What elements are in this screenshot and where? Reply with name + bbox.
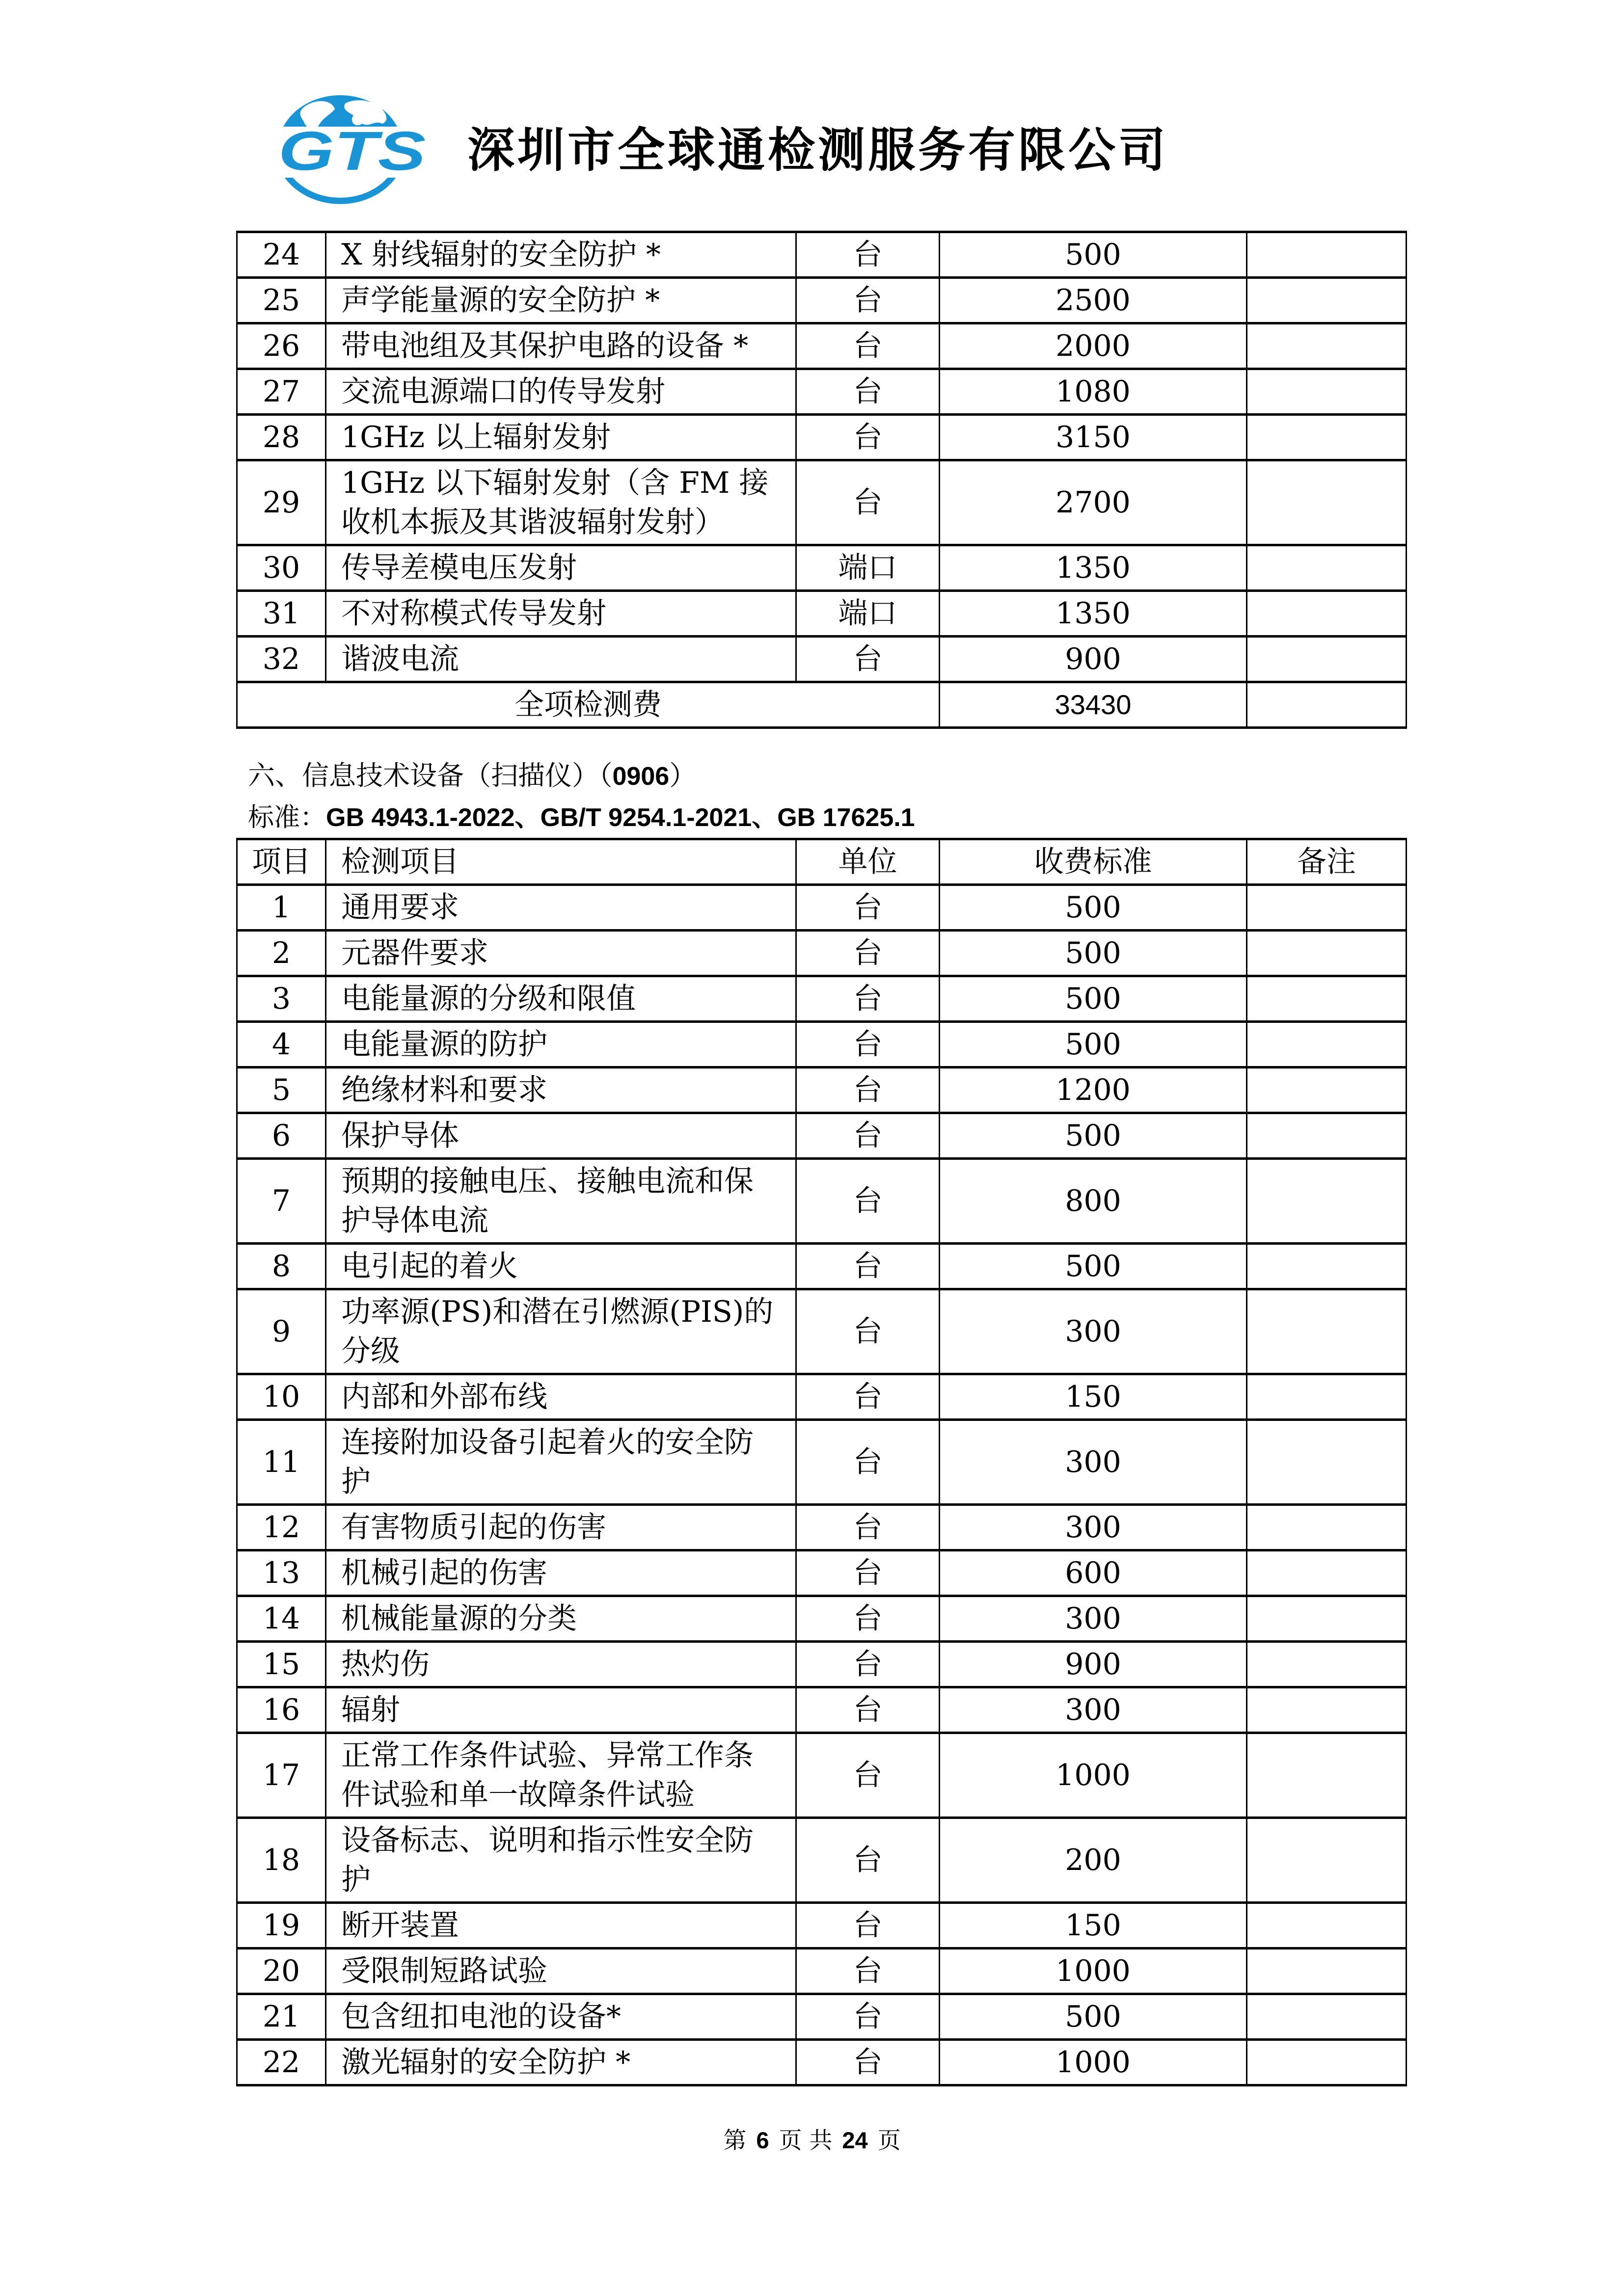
row-number-cell: 31	[237, 591, 326, 637]
header-cell-test-item: 检测项目	[326, 839, 796, 885]
fee-table-it-equipment	[236, 838, 1407, 2086]
unit-cell: 台	[796, 278, 940, 323]
fee-cell: 300	[940, 1596, 1247, 1642]
section-title-prefix: 六、信息技术设备（扫描仪）（	[248, 760, 613, 791]
note-cell	[1247, 460, 1407, 545]
table-row	[237, 1687, 1407, 1733]
fee-cell: 300	[940, 1289, 1247, 1374]
note-cell	[1247, 545, 1407, 591]
row-number-cell: 15	[237, 1642, 326, 1687]
test-item-cell: 激光辐射的安全防护 *	[326, 2040, 796, 2085]
fee-cell: 300	[940, 1420, 1247, 1505]
note-cell	[1247, 1244, 1407, 1289]
row-number-cell: 24	[237, 232, 326, 278]
unit-cell: 端口	[796, 545, 940, 591]
fee-cell: 500	[940, 1022, 1247, 1068]
fee-cell: 1000	[940, 1949, 1247, 1994]
table-row	[237, 1596, 1407, 1642]
total-row	[237, 682, 1407, 728]
fee-cell: 2500	[940, 278, 1247, 323]
test-item-cell: 辐射	[326, 1687, 796, 1733]
table-header-row	[237, 839, 1407, 885]
row-number-cell: 26	[237, 323, 326, 369]
fee-cell: 900	[940, 1642, 1247, 1687]
table-row	[237, 460, 1407, 545]
company-name: 深圳市全球通检测服务有限公司	[467, 122, 1168, 178]
row-number-cell: 29	[237, 460, 326, 545]
unit-cell: 台	[796, 1903, 940, 1949]
note-cell	[1247, 369, 1407, 415]
fee-cell: 500	[940, 1244, 1247, 1289]
header-cell-fee: 收费标准	[940, 839, 1247, 885]
fee-table-continued	[236, 231, 1407, 729]
total-note-cell	[1247, 682, 1407, 728]
row-number-cell: 28	[237, 415, 326, 460]
note-cell	[1247, 1022, 1407, 1068]
fee-cell: 500	[940, 232, 1247, 278]
row-number-cell: 22	[237, 2040, 326, 2085]
table-row	[237, 1159, 1407, 1244]
table-row	[237, 1374, 1407, 1420]
total-fee-cell: 33430	[940, 682, 1247, 728]
unit-cell: 台	[796, 460, 940, 545]
unit-cell: 台	[796, 1244, 940, 1289]
table-row	[237, 1994, 1407, 2040]
row-number-cell: 14	[237, 1596, 326, 1642]
note-cell	[1247, 1159, 1407, 1244]
test-item-cell: 绝缘材料和要求	[326, 1068, 796, 1113]
fee-cell: 1080	[940, 369, 1247, 415]
test-item-cell: 交流电源端口的传导发射	[326, 369, 796, 415]
total-label-cell: 全项检测费	[237, 682, 940, 728]
table-row	[237, 1642, 1407, 1687]
unit-cell: 台	[796, 1596, 940, 1642]
table-row	[237, 323, 1407, 369]
unit-cell: 台	[796, 1022, 940, 1068]
header-cell-unit: 单位	[796, 839, 940, 885]
note-cell	[1247, 885, 1407, 931]
row-number-cell: 2	[237, 931, 326, 976]
unit-cell: 台	[796, 232, 940, 278]
test-item-cell: 传导差模电压发射	[326, 545, 796, 591]
fee-cell: 900	[940, 637, 1247, 682]
test-item-cell: 设备标志、说明和指示性安全防护	[326, 1818, 796, 1903]
table-row	[237, 2040, 1407, 2085]
unit-cell: 台	[796, 323, 940, 369]
fee-cell: 150	[940, 1903, 1247, 1949]
unit-cell: 台	[796, 1113, 940, 1159]
test-item-cell: 连接附加设备引起着火的安全防护	[326, 1420, 796, 1505]
header-cell-item-no: 项目	[237, 839, 326, 885]
note-cell	[1247, 1420, 1407, 1505]
test-item-cell: 元器件要求	[326, 931, 796, 976]
row-number-cell: 11	[237, 1420, 326, 1505]
table-row	[237, 415, 1407, 460]
row-number-cell: 18	[237, 1818, 326, 1903]
unit-cell: 台	[796, 1505, 940, 1550]
note-cell	[1247, 1374, 1407, 1420]
note-cell	[1247, 1550, 1407, 1596]
row-number-cell: 10	[237, 1374, 326, 1420]
test-item-cell: 1GHz 以上辐射发射	[326, 415, 796, 460]
row-number-cell: 30	[237, 545, 326, 591]
unit-cell: 台	[796, 1994, 940, 2040]
note-cell	[1247, 1903, 1407, 1949]
fee-cell: 300	[940, 1687, 1247, 1733]
table-row	[237, 1949, 1407, 1994]
row-number-cell: 3	[237, 976, 326, 1022]
unit-cell: 台	[796, 1289, 940, 1374]
note-cell	[1247, 1596, 1407, 1642]
note-cell	[1247, 1289, 1407, 1374]
unit-cell: 台	[796, 1733, 940, 1818]
svg-text:GTS: GTS	[278, 120, 426, 182]
test-item-cell: 机械能量源的分类	[326, 1596, 796, 1642]
unit-cell: 台	[796, 885, 940, 931]
table-row	[237, 1113, 1407, 1159]
test-item-cell: X 射线辐射的安全防护 *	[326, 232, 796, 278]
row-number-cell: 25	[237, 278, 326, 323]
note-cell	[1247, 1994, 1407, 2040]
note-cell	[1247, 1733, 1407, 1818]
fee-cell: 1000	[940, 2040, 1247, 2085]
row-number-cell: 16	[237, 1687, 326, 1733]
row-number-cell: 21	[237, 1994, 326, 2040]
unit-cell: 台	[796, 1374, 940, 1420]
unit-cell: 台	[796, 976, 940, 1022]
test-item-cell: 断开装置	[326, 1903, 796, 1949]
table-row	[237, 1289, 1407, 1374]
note-cell	[1247, 323, 1407, 369]
row-number-cell: 19	[237, 1903, 326, 1949]
unit-cell: 台	[796, 1159, 940, 1244]
test-item-cell: 功率源(PS)和潜在引燃源(PIS)的分级	[326, 1289, 796, 1374]
row-number-cell: 1	[237, 885, 326, 931]
row-number-cell: 8	[237, 1244, 326, 1289]
test-item-cell: 谐波电流	[326, 637, 796, 682]
footer-total-pages: 24	[842, 2127, 868, 2153]
test-item-cell: 受限制短路试验	[326, 1949, 796, 1994]
row-number-cell: 7	[237, 1159, 326, 1244]
unit-cell: 台	[796, 637, 940, 682]
table-row	[237, 232, 1407, 278]
test-item-cell: 包含纽扣电池的设备*	[326, 1994, 796, 2040]
test-item-cell: 带电池组及其保护电路的设备 *	[326, 323, 796, 369]
test-item-cell: 预期的接触电压、接触电流和保护导体电流	[326, 1159, 796, 1244]
fee-cell: 800	[940, 1159, 1247, 1244]
unit-cell: 台	[796, 1068, 940, 1113]
test-item-cell: 保护导体	[326, 1113, 796, 1159]
test-item-cell: 正常工作条件试验、异常工作条件试验和单一故障条件试验	[326, 1733, 796, 1818]
section-title-suffix: ）	[669, 760, 697, 791]
test-item-cell: 机械引起的伤害	[326, 1550, 796, 1596]
note-cell	[1247, 1642, 1407, 1687]
note-cell	[1247, 232, 1407, 278]
table-row	[237, 931, 1407, 976]
unit-cell: 台	[796, 1687, 940, 1733]
note-cell	[1247, 637, 1407, 682]
table-row	[237, 369, 1407, 415]
note-cell	[1247, 278, 1407, 323]
section-title	[248, 758, 696, 794]
row-number-cell: 9	[237, 1289, 326, 1374]
table-row	[237, 1244, 1407, 1289]
table-row	[237, 1733, 1407, 1818]
table-row	[237, 545, 1407, 591]
row-number-cell: 6	[237, 1113, 326, 1159]
fee-table-continued-body	[237, 232, 1407, 682]
test-item-cell: 内部和外部布线	[326, 1374, 796, 1420]
row-number-cell: 27	[237, 369, 326, 415]
note-cell	[1247, 1687, 1407, 1733]
row-number-cell: 13	[237, 1550, 326, 1596]
note-cell	[1247, 591, 1407, 637]
fee-cell: 500	[940, 1994, 1247, 2040]
section-title-code: 0906	[612, 762, 670, 791]
note-cell	[1247, 1818, 1407, 1903]
fee-table-it-body	[237, 885, 1407, 2085]
table-row	[237, 1022, 1407, 1068]
fee-cell: 200	[940, 1818, 1247, 1903]
row-number-cell: 32	[237, 637, 326, 682]
test-item-cell: 热灼伤	[326, 1642, 796, 1687]
row-number-cell: 17	[237, 1733, 326, 1818]
fee-cell: 1000	[940, 1733, 1247, 1818]
table-row	[237, 1818, 1407, 1903]
unit-cell: 台	[796, 415, 940, 460]
fee-cell: 1350	[940, 591, 1247, 637]
row-number-cell: 12	[237, 1505, 326, 1550]
test-item-cell: 电能量源的防护	[326, 1022, 796, 1068]
test-item-cell: 声学能量源的安全防护 *	[326, 278, 796, 323]
fee-cell: 300	[940, 1505, 1247, 1550]
footer-prefix: 第	[723, 2127, 747, 2154]
table-row	[237, 591, 1407, 637]
fee-cell: 500	[940, 1113, 1247, 1159]
fee-cell: 3150	[940, 415, 1247, 460]
test-item-cell: 电能量源的分级和限值	[326, 976, 796, 1022]
row-number-cell: 5	[237, 1068, 326, 1113]
test-item-cell: 1GHz 以下辐射发射（含 FM 接收机本振及其谐波辐射发射）	[326, 460, 796, 545]
unit-cell: 台	[796, 1420, 940, 1505]
table-row	[237, 1420, 1407, 1505]
fee-cell: 2700	[940, 460, 1247, 545]
gts-globe-logo-icon	[274, 93, 430, 205]
unit-cell: 台	[796, 1949, 940, 1994]
note-cell	[1247, 1949, 1407, 1994]
table-row	[237, 1068, 1407, 1113]
test-item-cell: 电引起的着火	[326, 1244, 796, 1289]
unit-cell: 台	[796, 2040, 940, 2085]
fee-cell: 500	[940, 976, 1247, 1022]
row-number-cell: 4	[237, 1022, 326, 1068]
page-footer	[0, 2125, 1624, 2156]
note-cell	[1247, 931, 1407, 976]
unit-cell: 台	[796, 369, 940, 415]
test-item-cell: 有害物质引起的伤害	[326, 1505, 796, 1550]
fee-cell: 500	[940, 931, 1247, 976]
footer-middle: 页 共	[779, 2127, 833, 2154]
test-item-cell: 不对称模式传导发射	[326, 591, 796, 637]
note-cell	[1247, 1068, 1407, 1113]
table-row	[237, 976, 1407, 1022]
row-number-cell: 20	[237, 1949, 326, 1994]
test-item-cell: 通用要求	[326, 885, 796, 931]
table-row	[237, 278, 1407, 323]
note-cell	[1247, 1113, 1407, 1159]
standards-value: GB 4943.1-2022、GB/T 9254.1-2021、GB 17625.1	[326, 803, 915, 832]
footer-page-number: 6	[756, 2127, 769, 2153]
standards-label: 标准：	[248, 802, 326, 832]
fee-cell: 1200	[940, 1068, 1247, 1113]
header-cell-note: 备注	[1247, 839, 1407, 885]
unit-cell: 台	[796, 1550, 940, 1596]
fee-cell: 150	[940, 1374, 1247, 1420]
table-row	[237, 1550, 1407, 1596]
table-row	[237, 1903, 1407, 1949]
note-cell	[1247, 2040, 1407, 2085]
standards-line	[248, 801, 915, 835]
unit-cell: 端口	[796, 591, 940, 637]
table-row	[237, 637, 1407, 682]
note-cell	[1247, 415, 1407, 460]
fee-cell: 500	[940, 885, 1247, 931]
unit-cell: 台	[796, 1818, 940, 1903]
note-cell	[1247, 1505, 1407, 1550]
unit-cell: 台	[796, 1642, 940, 1687]
fee-cell: 2000	[940, 323, 1247, 369]
footer-suffix: 页	[877, 2127, 901, 2154]
table-row	[237, 885, 1407, 931]
unit-cell: 台	[796, 931, 940, 976]
note-cell	[1247, 976, 1407, 1022]
table-row	[237, 1505, 1407, 1550]
fee-cell: 1350	[940, 545, 1247, 591]
fee-cell: 600	[940, 1550, 1247, 1596]
